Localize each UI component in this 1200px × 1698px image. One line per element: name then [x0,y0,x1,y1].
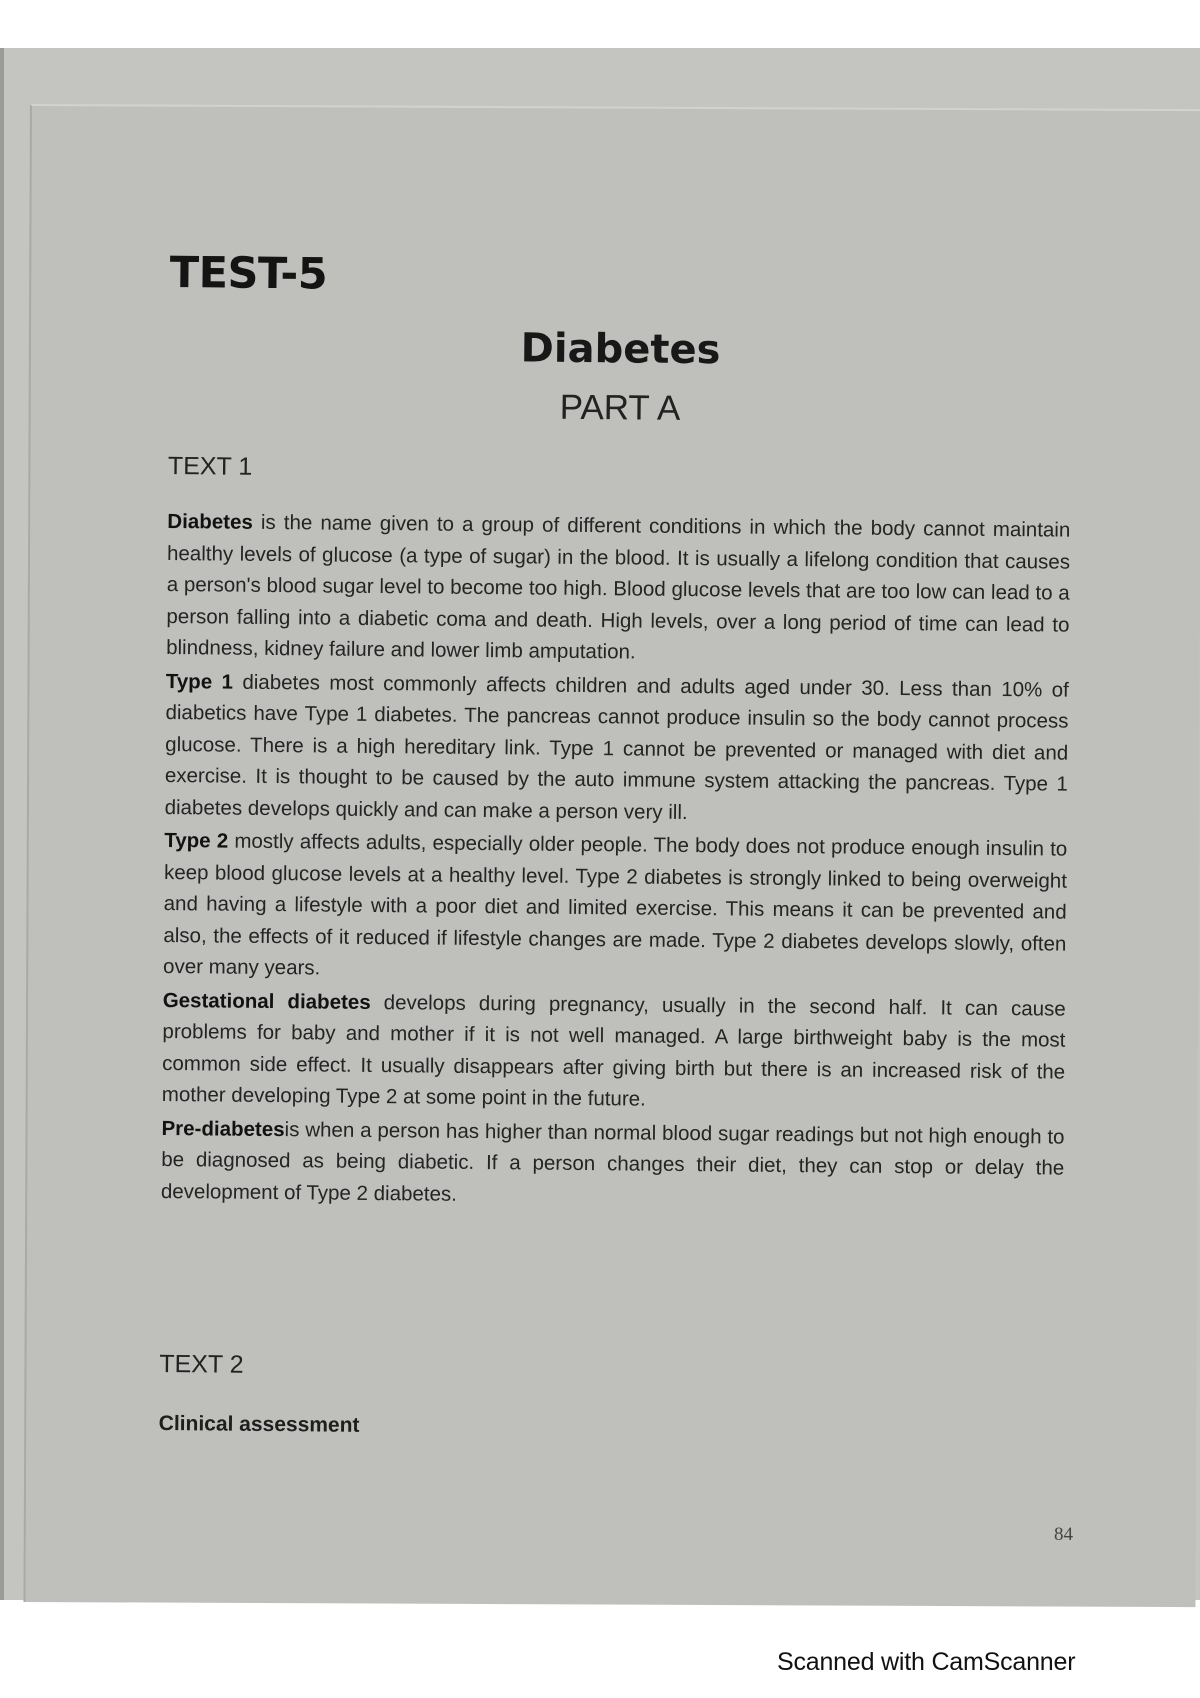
text2-subheading: Clinical assessment [158,1411,360,1437]
paragraph-gestational [162,984,1066,1119]
paragraph-term: Gestational diabetes [162,988,371,1014]
paragraph-diabetes [166,506,1070,672]
paragraph-term: Diabetes [167,509,253,534]
paragraph-text: is when a person has higher than normal blood sugar readings but not high enough to be diagnosed as being diabetic. If a person changes their diet, they can stop or delay the development of Type 2 diabetes. [160,1117,1065,1206]
paragraph-type-2 [163,825,1067,991]
paragraph-type-1 [164,665,1068,831]
paragraph-term: Type 1 [165,669,234,694]
text1-heading: TEXT 1 [167,451,253,481]
part-label: PART A [559,387,681,428]
document-title: Diabetes [520,325,721,374]
page-number: 84 [1054,1524,1073,1545]
paragraph-text: is the name given to a group of different conditions in which the body cannot maintain healthy levels of glucose (a type of sugar) in the blood. It is usually a lifelong condition that causes a person's blood sugar level to become too high. Blood glucose levels that are too low can lead to a person falling into a diabetic coma and death. High levels, over a long period of time can lead to blindness, kidney failure and lower limb amputation. [166,510,1071,664]
text1-body [161,506,1071,1218]
paragraph-term: Pre-diabetes [161,1116,285,1141]
text2-heading: TEXT 2 [159,1349,244,1379]
scanner-watermark: Scanned with CamScanner [777,1648,1076,1676]
paragraph-text: develops during pregnancy, usually in the second half. It can cause problems for baby and mother if it is not well managed. A large birthweight baby is the most common side effect. It usually disappears after giving birth but there is an increased risk of the mother developing Type 2 at some point in the future. [161,990,1066,1111]
page-binding-edge [0,48,4,1600]
test-title: TEST-5 [169,248,328,300]
paragraph-term: Type 2 [164,828,229,853]
paragraph-text: mostly affects adults, especially older people. The body does not produce enough insulin to keep blood glucose levels at a healthy level. Type 2 diabetes is strongly linked to being overweight and having a lifestyle with a poor diet and limited exercise. This means it can be prevented and also, the effects of it reduced if lifestyle changes are made. Type 2 diabetes develops slowly, often over many years. [162,829,1068,980]
paragraph-text: diabetes most commonly affects children and adults aged under 30. Less than 10% of diabetics have Type 1 diabetes. The pancreas cannot produce insulin so the body cannot process glucose. There is a high hereditary link. Type 1 cannot be prevented or managed with diet and exercise. It is thought to be caused by the auto immune system attacking the pancreas. Type 1 diabetes develops quickly and can make a person very ill. [164,670,1069,824]
paragraph-pre-diabetes [161,1112,1065,1215]
